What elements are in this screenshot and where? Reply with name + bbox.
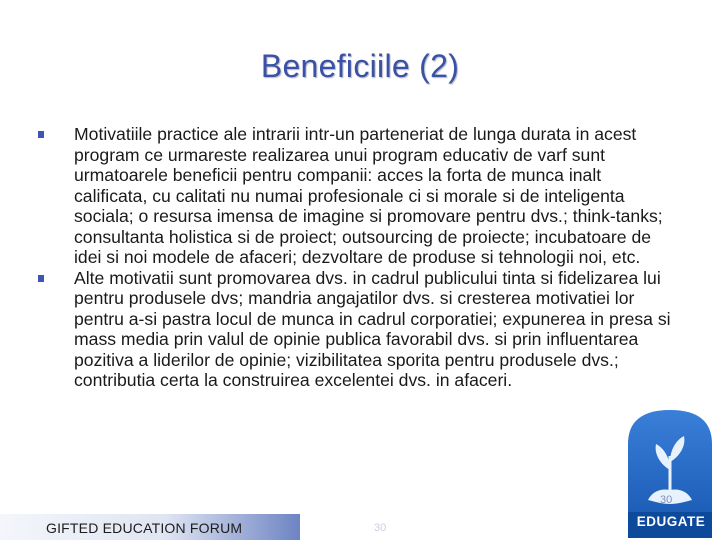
logo-text: EDUGATE — [636, 514, 706, 529]
square-bullet-icon — [38, 131, 44, 138]
bullet-item — [38, 124, 678, 268]
bullet-list — [38, 124, 678, 391]
bullet-text: Motivatiile practice ale intrarii intr-un parteneriat de lunga durata in acest program ce urmareste realizarea unui program educativ de varf sunt urmatoarele beneficii pentru companii: acces la forta de munca inalt calificata, cu calitati nu numai profesionale ci si morale si de inteligenta sociala; o resursa imensa de imagine si promovare pentru dvs.; think-tanks; consultanta holistica si de proiect; outsourcing de proiecte; incubatoare de idei si noi modele de afaceri; dezvoltare de produse si tehnologii noi, etc. — [74, 124, 663, 267]
slide-title: Beneficiile (2) — [260, 48, 460, 84]
bullet-text: Alte motivatii sunt promovarea dvs. in cadrul publicului tinta si fidelizarea lui pentru produsele dvs; mandria angajatilor dvs. si cresterea motivatiei lor pentru a-si pastra locul de munca in cadrul corporatiei; expunerea in presa si mass media prin valul de opinie publica favorabil dvs. si prin influentarea pozitiva a liderilor de opinie; vizibilitatea sporita pentru produsele dvs.; contributia certa la construirea excelentei dvs. in afaceri. — [74, 267, 671, 390]
square-bullet-icon — [38, 275, 44, 282]
bullet-item — [38, 268, 678, 391]
slide-number: 30 — [374, 522, 387, 534]
footer-label: GIFTED EDUCATION FORUM — [46, 520, 243, 536]
slide-number-corner: 30 — [660, 494, 673, 506]
